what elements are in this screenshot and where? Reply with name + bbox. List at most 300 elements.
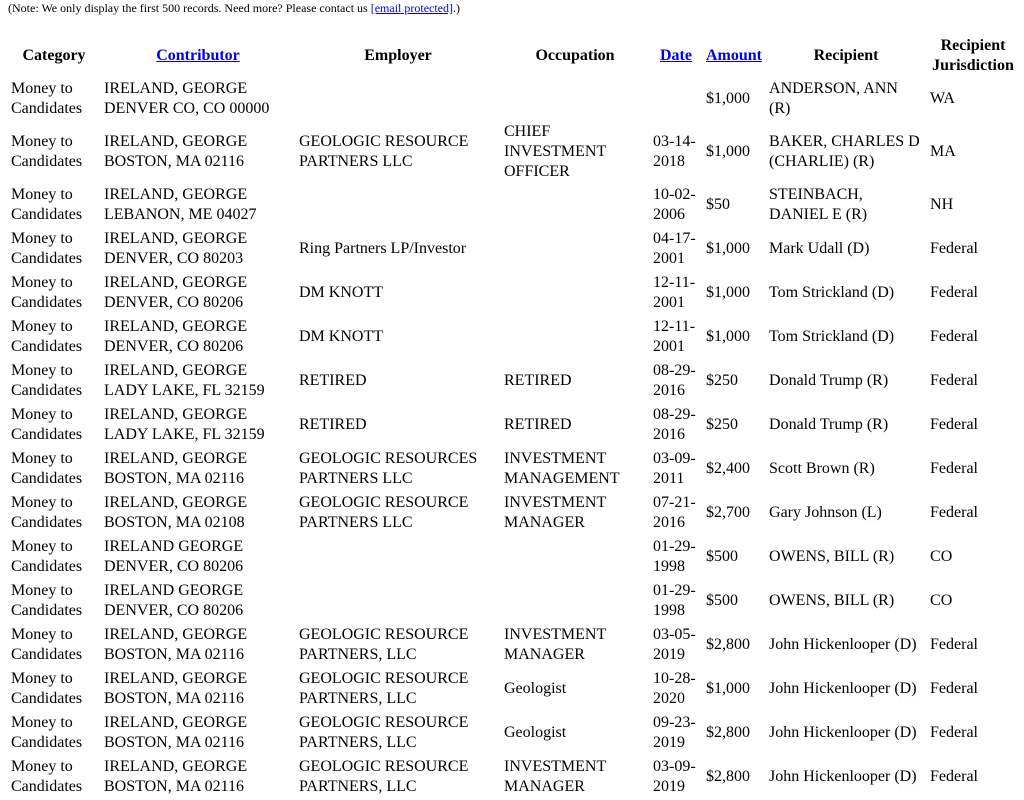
cell-jurisdiction (928, 756, 1018, 798)
cell-employer (297, 448, 499, 490)
cell-date (651, 448, 701, 490)
cell-text: $250 (706, 372, 738, 389)
cell-text: CO (930, 592, 953, 609)
cell-employer (297, 228, 499, 270)
cell-text: Money to (11, 714, 73, 731)
cell-text: Candidates (11, 558, 83, 575)
cell-text: Federal (930, 680, 978, 697)
cell-text: Tom Strickland (D) (769, 328, 895, 345)
cell-text: Ring Partners LP/Investor (299, 240, 467, 257)
cell-employer (297, 184, 499, 226)
cell-text: Federal (930, 284, 978, 301)
cell-text: MANAGER (504, 778, 585, 795)
cell-text: BOSTON, MA 02116 (104, 646, 245, 663)
cell-text: WA (930, 90, 955, 107)
cell-text: RETIRED (299, 416, 367, 433)
contributions-table (6, 34, 1021, 800)
cell-text: Federal (930, 636, 978, 653)
cell-text: RETIRED (504, 372, 572, 389)
cell-text: OFFICER (504, 163, 570, 180)
cell-text: Candidates (11, 250, 83, 267)
cell-amount (704, 448, 764, 490)
cell-text: 2006 (653, 206, 685, 223)
table-row (9, 624, 1018, 666)
cell-text: IRELAND, GEORGE (104, 450, 248, 467)
cell-text: DENVER, CO 80206 (104, 558, 244, 575)
cell-date (651, 272, 701, 314)
cell-recipient (767, 756, 925, 798)
cell-employer (297, 580, 499, 622)
cell-text: $500 (706, 592, 738, 609)
cell-text: INVESTMENT (504, 758, 607, 775)
cell-text: 09-23- (653, 714, 696, 731)
cell-contributor (102, 316, 294, 358)
table-row (9, 492, 1018, 534)
table-row (9, 404, 1018, 446)
cell-text: 03-09- (653, 758, 696, 775)
cell-text: IRELAND, GEORGE (104, 758, 248, 775)
cell-text: Money to (11, 538, 73, 555)
cell-employer (297, 624, 499, 666)
table-row (9, 78, 1018, 120)
cell-text: Mark Udall (D) (769, 240, 870, 257)
cell-recipient (767, 448, 925, 490)
cell-text: Federal (930, 372, 978, 389)
cell-category (9, 184, 99, 226)
cell-text: STEINBACH, (769, 186, 863, 203)
cell-text: Donald Trump (R) (769, 416, 889, 433)
cell-category (9, 756, 99, 798)
column-header-category: Category (22, 47, 86, 64)
table-row (9, 184, 1018, 226)
cell-text: IRELAND GEORGE (104, 582, 244, 599)
cell-text: 10-02- (653, 186, 696, 203)
cell-date (651, 316, 701, 358)
cell-amount (704, 360, 764, 402)
cell-text: MANAGEMENT (504, 470, 620, 487)
note-text: (Note: We only display the first 500 records. Need more? Please contact us (8, 1, 371, 15)
cell-date (651, 492, 701, 534)
cell-amount (704, 122, 764, 182)
cell-text: BOSTON, MA 02116 (104, 690, 245, 707)
cell-category (9, 448, 99, 490)
cell-date (651, 536, 701, 578)
cell-text: $1,000 (706, 143, 750, 160)
cell-date (651, 184, 701, 226)
cell-text: IRELAND, GEORGE (104, 494, 248, 511)
cell-text: INVESTMENT (504, 143, 607, 160)
cell-text: $1,000 (706, 90, 750, 107)
cell-text: $250 (706, 416, 738, 433)
cell-text: PARTNERS LLC (299, 514, 413, 531)
cell-text: Federal (930, 504, 978, 521)
cell-text: GEOLOGIC RESOURCE (299, 133, 469, 150)
cell-text: 2019 (653, 778, 685, 795)
cell-text: DENVER, CO 80203 (104, 250, 244, 267)
cell-amount (704, 756, 764, 798)
cell-text: 2019 (653, 646, 685, 663)
cell-occupation (502, 668, 648, 710)
cell-employer (297, 712, 499, 754)
note-text-end: .) (453, 1, 461, 15)
cell-text: Money to (11, 230, 73, 247)
cell-text: IRELAND, GEORGE (104, 80, 248, 97)
cell-employer (297, 668, 499, 710)
cell-date (651, 668, 701, 710)
cell-jurisdiction (928, 272, 1018, 314)
cell-text: LADY LAKE, FL 32159 (104, 426, 265, 443)
cell-jurisdiction (928, 404, 1018, 446)
cell-text: IRELAND, GEORGE (104, 186, 248, 203)
cell-text: John Hickenlooper (D) (769, 768, 917, 785)
cell-occupation (502, 712, 648, 754)
table-row (9, 228, 1018, 270)
cell-contributor (102, 712, 294, 754)
cell-text: $50 (706, 196, 730, 213)
cell-text: 01-29- (653, 538, 696, 555)
cell-text: 2018 (653, 153, 685, 170)
cell-date (651, 78, 701, 120)
cell-contributor (102, 536, 294, 578)
cell-category (9, 624, 99, 666)
cell-category (9, 712, 99, 754)
cell-text: GEOLOGIC RESOURCES (299, 450, 478, 467)
cell-amount (704, 536, 764, 578)
cell-contributor (102, 272, 294, 314)
cell-recipient (767, 122, 925, 182)
cell-amount (704, 272, 764, 314)
cell-category (9, 122, 99, 182)
cell-text: 03-05- (653, 626, 696, 643)
cell-text: 03-14- (653, 133, 696, 150)
cell-category (9, 492, 99, 534)
cell-amount (704, 580, 764, 622)
cell-text: Candidates (11, 153, 83, 170)
cell-contributor (102, 404, 294, 446)
cell-occupation (502, 78, 648, 120)
cell-text: BOSTON, MA 02108 (104, 514, 245, 531)
cell-text: GEOLOGIC RESOURCE (299, 494, 469, 511)
cell-text: PARTNERS, LLC (299, 778, 417, 795)
cell-contributor (102, 668, 294, 710)
cell-text: (CHARLIE) (R) (769, 153, 875, 170)
column-header-recipient-jurisdiction (928, 36, 1018, 76)
cell-text: Candidates (11, 646, 83, 663)
column-header-recipient: Recipient (813, 47, 879, 64)
cell-occupation (502, 404, 648, 446)
cell-category (9, 316, 99, 358)
cell-text: IRELAND, GEORGE (104, 318, 248, 335)
cell-occupation (502, 122, 648, 182)
cell-text: 2020 (653, 690, 685, 707)
cell-text: INVESTMENT (504, 450, 607, 467)
cell-text: BOSTON, MA 02116 (104, 470, 245, 487)
cell-text: $1,000 (706, 240, 750, 257)
cell-text: Money to (11, 450, 73, 467)
cell-text: 2011 (653, 470, 685, 487)
cell-text: LADY LAKE, FL 32159 (104, 382, 265, 399)
cell-text: PARTNERS LLC (299, 153, 413, 170)
cell-text: PARTNERS, LLC (299, 690, 417, 707)
cell-text: DANIEL E (R) (769, 206, 868, 223)
cell-text: Money to (11, 494, 73, 511)
cell-text: DENVER CO, CO 00000 (104, 100, 270, 117)
cell-text: Candidates (11, 206, 83, 223)
column-header-date (651, 36, 701, 76)
cell-text: Federal (930, 460, 978, 477)
cell-recipient (767, 316, 925, 358)
cell-text: Money to (11, 133, 73, 150)
cell-text: Candidates (11, 470, 83, 487)
cell-text: Money to (11, 406, 73, 423)
cell-text: 2001 (653, 294, 685, 311)
cell-occupation (502, 184, 648, 226)
cell-text: BAKER, CHARLES D (769, 133, 920, 150)
table-row (9, 668, 1018, 710)
cell-text: Scott Brown (R) (769, 460, 875, 477)
cell-text: 07-21- (653, 494, 696, 511)
cell-text: 12-11- (653, 318, 696, 335)
cell-text: Federal (930, 328, 978, 345)
cell-jurisdiction (928, 668, 1018, 710)
cell-text: BOSTON, MA 02116 (104, 734, 245, 751)
cell-text: GEOLOGIC RESOURCE (299, 714, 469, 731)
cell-text: $2,800 (706, 636, 750, 653)
cell-text: NH (930, 196, 954, 213)
cell-text: MANAGER (504, 514, 585, 531)
cell-date (651, 712, 701, 754)
cell-text: 08-29- (653, 362, 696, 379)
cell-text: John Hickenlooper (D) (769, 680, 917, 697)
cell-text: Candidates (11, 690, 83, 707)
cell-text: Tom Strickland (D) (769, 284, 895, 301)
cell-text: GEOLOGIC RESOURCE (299, 758, 469, 775)
cell-contributor (102, 580, 294, 622)
cell-text: $2,700 (706, 504, 750, 521)
table-row (9, 712, 1018, 754)
cell-category (9, 404, 99, 446)
cell-date (651, 756, 701, 798)
table-row (9, 536, 1018, 578)
cell-text: INVESTMENT (504, 626, 607, 643)
cell-contributor (102, 184, 294, 226)
cell-text: IRELAND GEORGE (104, 538, 244, 555)
cell-recipient (767, 228, 925, 270)
cell-amount (704, 228, 764, 270)
cell-contributor (102, 360, 294, 402)
cell-jurisdiction (928, 228, 1018, 270)
cell-text: GEOLOGIC RESOURCE (299, 626, 469, 643)
cell-text: CHIEF (504, 123, 551, 140)
table-row (9, 360, 1018, 402)
cell-recipient (767, 580, 925, 622)
cell-text: ANDERSON, ANN (R) (769, 80, 898, 117)
cell-text: $1,000 (706, 284, 750, 301)
cell-occupation (502, 624, 648, 666)
contact-email-link[interactable]: [email protected] (370, 1, 454, 15)
cell-text: Candidates (11, 734, 83, 751)
cell-category (9, 228, 99, 270)
cell-text: Money to (11, 274, 73, 291)
table-row (9, 448, 1018, 490)
cell-text: DENVER, CO 80206 (104, 602, 244, 619)
cell-jurisdiction (928, 448, 1018, 490)
cell-text: 01-29- (653, 582, 696, 599)
cell-contributor (102, 448, 294, 490)
cell-text: Candidates (11, 382, 83, 399)
cell-text: BOSTON, MA 02116 (104, 778, 245, 795)
cell-text: 12-11- (653, 274, 696, 291)
cell-text: 08-29- (653, 406, 696, 423)
cell-text: IRELAND, GEORGE (104, 714, 248, 731)
cell-jurisdiction (928, 580, 1018, 622)
cell-text: $500 (706, 548, 738, 565)
cell-text: 10-28- (653, 670, 696, 687)
cell-jurisdiction (928, 624, 1018, 666)
cell-text: Federal (930, 768, 978, 785)
cell-occupation (502, 448, 648, 490)
table-header-row (9, 36, 1018, 76)
table-row (9, 580, 1018, 622)
cell-text: LEBANON, ME 04027 (104, 206, 257, 223)
column-header-amount (704, 36, 764, 76)
cell-text: IRELAND, GEORGE (104, 626, 248, 643)
cell-text: John Hickenlooper (D) (769, 724, 917, 741)
cell-text: Donald Trump (R) (769, 372, 889, 389)
cell-text: Money to (11, 318, 73, 335)
cell-text: 2001 (653, 250, 685, 267)
sort-by-amount-link[interactable]: Amount (706, 47, 763, 64)
cell-text: IRELAND, GEORGE (104, 230, 248, 247)
cell-contributor (102, 756, 294, 798)
cell-recipient (767, 184, 925, 226)
cell-recipient (767, 404, 925, 446)
cell-text: 2016 (653, 382, 685, 399)
cell-text: Geologist (504, 724, 567, 741)
cell-text: OWENS, BILL (R) (769, 592, 895, 609)
cell-recipient (767, 492, 925, 534)
cell-contributor (102, 78, 294, 120)
cell-text: 03-09- (653, 450, 696, 467)
cell-amount (704, 184, 764, 226)
cell-amount (704, 668, 764, 710)
column-header-occupation: Occupation (535, 47, 615, 64)
cell-occupation (502, 228, 648, 270)
cell-text: Candidates (11, 778, 83, 795)
cell-recipient (767, 272, 925, 314)
cell-text: IRELAND, GEORGE (104, 406, 248, 423)
header-line: Recipient (940, 37, 1006, 54)
cell-jurisdiction (928, 122, 1018, 182)
cell-employer (297, 492, 499, 534)
sort-by-contributor-link[interactable]: Contributor (156, 47, 240, 64)
cell-text: MANAGER (504, 646, 585, 663)
cell-text: $1,000 (706, 680, 750, 697)
cell-text: 2016 (653, 514, 685, 531)
cell-text: CO (930, 548, 953, 565)
cell-category (9, 580, 99, 622)
cell-jurisdiction (928, 712, 1018, 754)
cell-text: Federal (930, 416, 978, 433)
cell-employer (297, 360, 499, 402)
cell-category (9, 360, 99, 402)
cell-text: Candidates (11, 338, 83, 355)
records-limit-note (8, 0, 460, 16)
cell-text: $2,800 (706, 724, 750, 741)
cell-amount (704, 404, 764, 446)
cell-jurisdiction (928, 316, 1018, 358)
cell-occupation (502, 316, 648, 358)
cell-text: RETIRED (299, 372, 367, 389)
table-row (9, 316, 1018, 358)
cell-text: 2001 (653, 338, 685, 355)
cell-occupation (502, 360, 648, 402)
cell-text: Money to (11, 582, 73, 599)
cell-text: DM KNOTT (299, 284, 383, 301)
cell-recipient (767, 712, 925, 754)
column-header-contributor (102, 36, 294, 76)
cell-text: Money to (11, 670, 73, 687)
cell-text: IRELAND, GEORGE (104, 133, 248, 150)
cell-category (9, 668, 99, 710)
cell-text: 2019 (653, 734, 685, 751)
cell-text: IRELAND, GEORGE (104, 670, 248, 687)
cell-employer (297, 78, 499, 120)
cell-contributor (102, 122, 294, 182)
cell-recipient (767, 360, 925, 402)
cell-category (9, 536, 99, 578)
cell-employer (297, 756, 499, 798)
table-row (9, 122, 1018, 182)
table-row (9, 272, 1018, 314)
cell-text: Federal (930, 240, 978, 257)
cell-amount (704, 624, 764, 666)
cell-text: Federal (930, 724, 978, 741)
cell-contributor (102, 624, 294, 666)
cell-text: 2016 (653, 426, 685, 443)
cell-occupation (502, 492, 648, 534)
cell-text: 1998 (653, 558, 685, 575)
cell-recipient (767, 624, 925, 666)
cell-jurisdiction (928, 360, 1018, 402)
cell-recipient (767, 78, 925, 120)
cell-text: OWENS, BILL (R) (769, 548, 895, 565)
cell-category (9, 78, 99, 120)
cell-contributor (102, 492, 294, 534)
cell-date (651, 360, 701, 402)
cell-jurisdiction (928, 536, 1018, 578)
cell-text: John Hickenlooper (D) (769, 636, 917, 653)
cell-text: Candidates (11, 294, 83, 311)
cell-text: $1,000 (706, 328, 750, 345)
cell-text: $2,800 (706, 768, 750, 785)
cell-occupation (502, 536, 648, 578)
cell-date (651, 580, 701, 622)
cell-text: 1998 (653, 602, 685, 619)
cell-date (651, 228, 701, 270)
cell-employer (297, 404, 499, 446)
cell-contributor (102, 228, 294, 270)
cell-text: PARTNERS LLC (299, 470, 413, 487)
table-row (9, 756, 1018, 798)
sort-by-date-link[interactable]: Date (660, 47, 692, 64)
cell-amount (704, 78, 764, 120)
cell-date (651, 404, 701, 446)
cell-occupation (502, 756, 648, 798)
cell-text: DENVER, CO 80206 (104, 338, 244, 355)
cell-text: DENVER, CO 80206 (104, 294, 244, 311)
cell-text: RETIRED (504, 416, 572, 433)
